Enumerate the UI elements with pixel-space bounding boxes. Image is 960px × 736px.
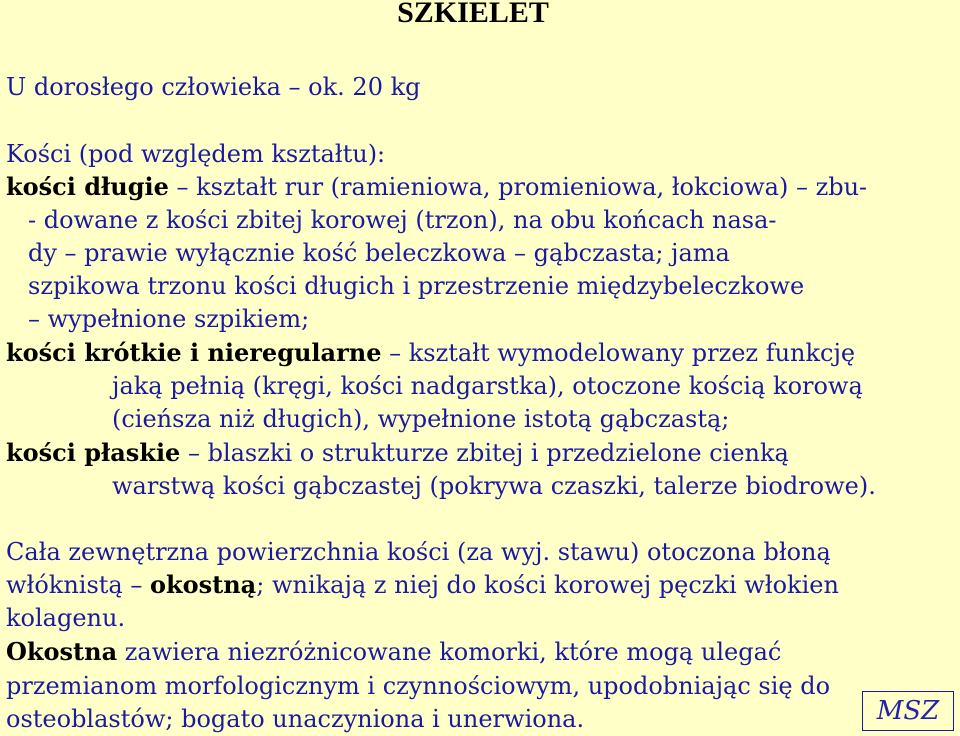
shapes-heading: Kości (pod względem kształtu):: [6, 140, 386, 168]
long-bones-term: kości długie: [6, 172, 169, 201]
periosteum-line-2: włóknistą – okostną; wnikają z niej do kości korowej pęczki włokien: [6, 570, 839, 599]
long-bones-line-3: dy – prawie wyłącznie kość beleczkowa – gąbczasta; jama: [28, 239, 730, 267]
long-bones-line-5: – wypełnione szpikiem;: [28, 305, 310, 333]
periosteum-line-1: Cała zewnętrzna powierzchnia kości (za wyj. stawu) otoczona błoną: [6, 538, 831, 566]
short-bones-line-3: (cieńsza niż długich), wypełnione istotą gąbczastą;: [112, 405, 730, 433]
long-bones-line-4: szpikowa trzonu kości długich i przestrzenie międzybeleczkowe: [28, 272, 805, 300]
flat-bones-line-2: warstwą kości gąbczastej (pokrywa czaszki, talerze biodrowe).: [112, 472, 876, 500]
periosteum-term: okostną: [149, 570, 257, 599]
page-title: SZKIELET: [397, 0, 549, 29]
msz-logo: MSZ: [862, 691, 954, 731]
periosteum-term-2: Okostna: [6, 637, 118, 666]
long-bones-line-1: kości długie – kształt rur (ramieniowa, promieniowa, łokciowa) – zbu-: [6, 172, 868, 201]
short-bones-term: kości krótkie i nieregularne: [6, 338, 382, 367]
flat-bones-term: kości płaskie: [6, 438, 181, 467]
periosteum-line-3: kolagenu.: [6, 604, 126, 632]
short-bones-line-1: kości krótkie i nieregularne – kształt wymodelowany przez funkcję: [6, 338, 856, 367]
long-bones-line-2: - dowane z kości zbitej korowej (trzon), na obu końcach nasa-: [28, 206, 777, 234]
weight-line: U dorosłego człowieka – ok. 20 kg: [6, 73, 421, 101]
flat-bones-line-1: kości płaskie – blaszki o strukturze zbitej i przedzielone cienką: [6, 438, 789, 467]
periosteum-line-4: Okostna zawiera niezróżnicowane komorki, które mogą ulegać: [6, 637, 782, 666]
periosteum-line-5: przemianom morfologicznym i czynnościowym, upodobniając się do: [6, 672, 831, 700]
short-bones-line-2: jaką pełnią (kręgi, kości nadgarstka), otoczone kością korową: [112, 372, 863, 400]
periosteum-line-6: osteoblastów; bogato unaczyniona i unerwiona.: [6, 705, 585, 733]
